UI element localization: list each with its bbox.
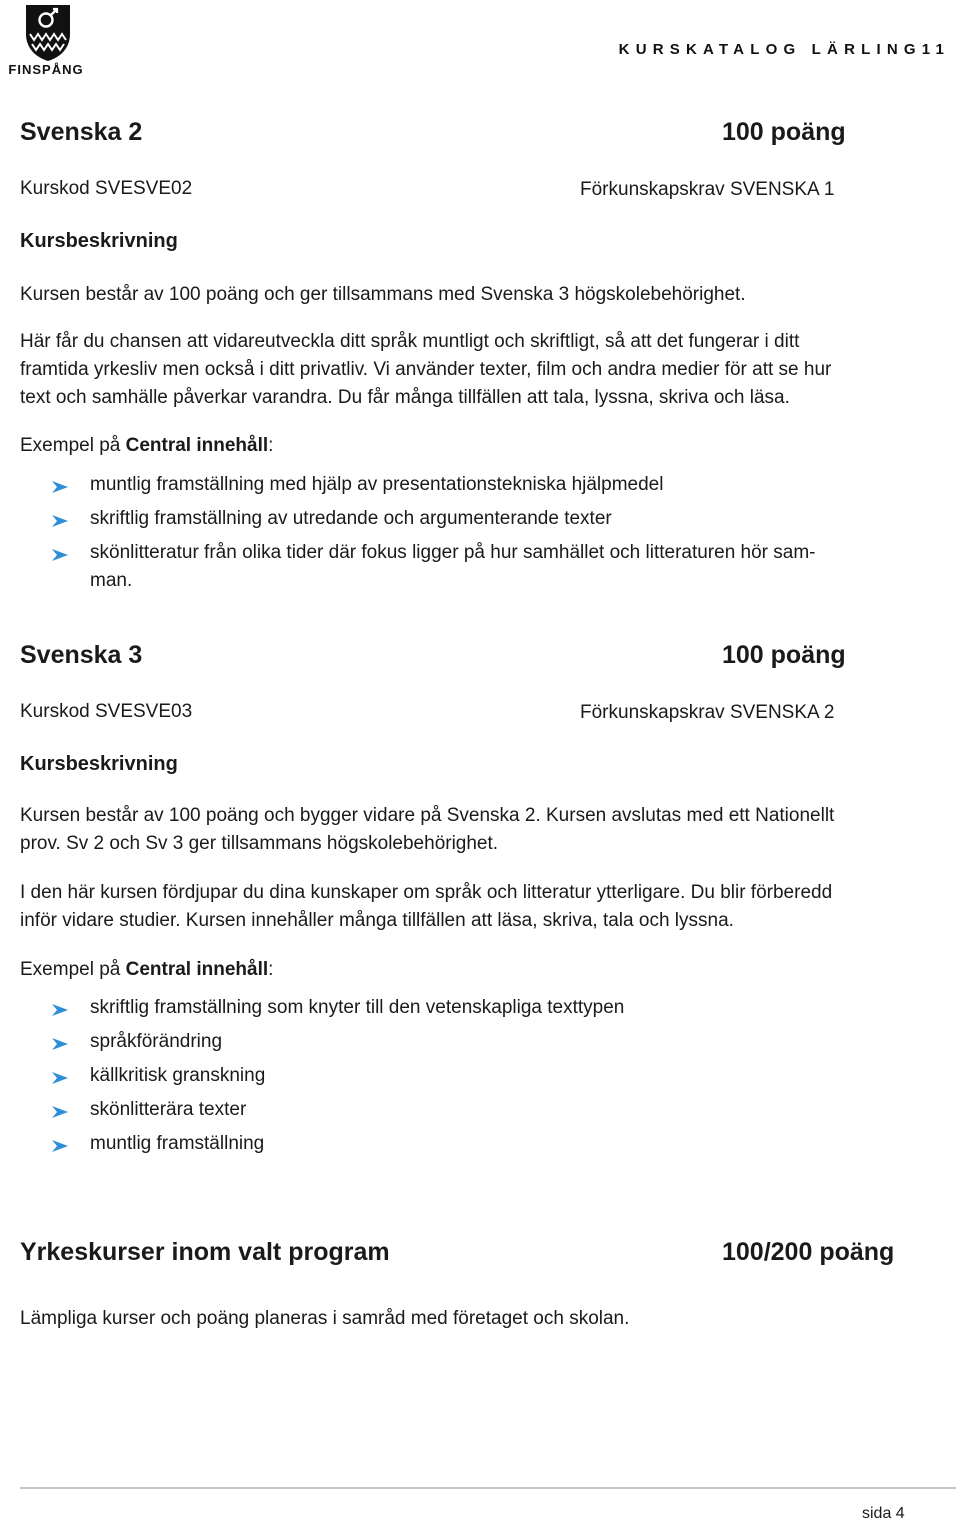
description-line: inför vidare studier. Kursen innehåller många tillfällen att läsa, skriva, tala och lyssna.	[20, 910, 734, 931]
footer-divider	[20, 1487, 956, 1489]
description-heading-svenska-3: Kursbeskrivning	[20, 753, 178, 775]
arrowhead-bullet-icon	[52, 1139, 68, 1153]
description-line: framtida yrkesliv men också i ditt privatliv. Vi använder texter, film och andra medier för att se hur	[20, 359, 832, 380]
prerequisite-svenska-2: Förkunskapskrav SVENSKA 1	[580, 179, 835, 200]
example-bold: Central innehåll	[125, 435, 269, 456]
course-points-yrkeskurser: 100/200 poäng	[722, 1238, 895, 1266]
list-item: skönlitterära texter	[90, 1099, 247, 1120]
course-code-svenska-3: Kurskod SVESVE03	[20, 701, 193, 722]
example-prefix: Exempel på	[20, 435, 126, 456]
arrowhead-bullet-icon	[52, 1003, 68, 1017]
logo-text: FINSPÅNG	[8, 62, 84, 77]
description-line: Kursen består av 100 poäng och ger tillsammans med Svenska 3 högskolebehörighet.	[20, 284, 746, 305]
description-line: I den här kursen fördjupar du dina kunskaper om språk och litteratur ytterligare. Du blir förberedd	[20, 882, 833, 903]
description-heading-svenska-2: Kursbeskrivning	[20, 230, 178, 252]
example-bold: Central innehåll	[125, 959, 269, 980]
list-item-continuation: man.	[90, 570, 133, 591]
arrowhead-bullet-icon	[52, 480, 68, 494]
example-heading-svenska-3	[20, 956, 273, 984]
list-item: skriftlig framställning av utredande och argumenterande texter	[90, 508, 612, 529]
example-suffix: :	[268, 435, 274, 456]
arrowhead-bullet-icon	[52, 1037, 68, 1051]
example-heading-svenska-2	[20, 432, 273, 460]
list-item: skönlitteratur från olika tider där fokus ligger på hur samhället och litteraturen hör sam-	[90, 542, 816, 563]
description-line: text och samhälle påverkar varandra. Du får många tillfällen att tala, lyssna, skriva och läsa.	[20, 387, 790, 408]
course-title-svenska-2: Svenska 2	[20, 118, 143, 146]
prerequisite-svenska-3: Förkunskapskrav SVENSKA 2	[580, 702, 835, 723]
course-title-svenska-3: Svenska 3	[20, 641, 143, 669]
yrkeskurser-text: Lämpliga kurser och poäng planeras i samråd med företaget och skolan.	[20, 1308, 630, 1329]
list-item: språkförändring	[90, 1031, 223, 1052]
list-item: muntlig framställning	[90, 1133, 265, 1154]
list-item: muntlig framställning med hjälp av presentationstekniska hjälpmedel	[90, 474, 664, 495]
arrowhead-bullet-icon	[52, 1105, 68, 1119]
arrowhead-bullet-icon	[52, 1071, 68, 1085]
example-suffix: :	[268, 959, 274, 980]
description-line: Här får du chansen att vidareutveckla ditt språk muntligt och skriftligt, så att det fungerar i ditt	[20, 331, 800, 352]
list-item: skriftlig framställning som knyter till den vetenskapliga texttypen	[90, 997, 625, 1018]
course-title-yrkeskurser: Yrkeskurser inom valt program	[20, 1238, 390, 1266]
description-line: Kursen består av 100 poäng och bygger vidare på Svenska 2. Kursen avslutas med ett Nationellt	[20, 805, 835, 826]
course-points-svenska-3: 100 poäng	[722, 641, 846, 669]
course-code-svenska-2: Kurskod SVESVE02	[20, 178, 193, 199]
description-line: prov. Sv 2 och Sv 3 ger tillsammans högskolebehörighet.	[20, 833, 499, 854]
page-number: sida 4	[862, 1505, 905, 1522]
catalog-title: KURSKATALOG LÄRLING11	[618, 41, 950, 58]
arrowhead-bullet-icon	[52, 514, 68, 528]
course-points-svenska-2: 100 poäng	[722, 118, 846, 146]
arrowhead-bullet-icon	[52, 548, 68, 562]
example-prefix: Exempel på	[20, 959, 126, 980]
municipal-shield-icon	[25, 4, 71, 62]
list-item: källkritisk granskning	[90, 1065, 266, 1086]
finspang-logo	[4, 4, 88, 78]
